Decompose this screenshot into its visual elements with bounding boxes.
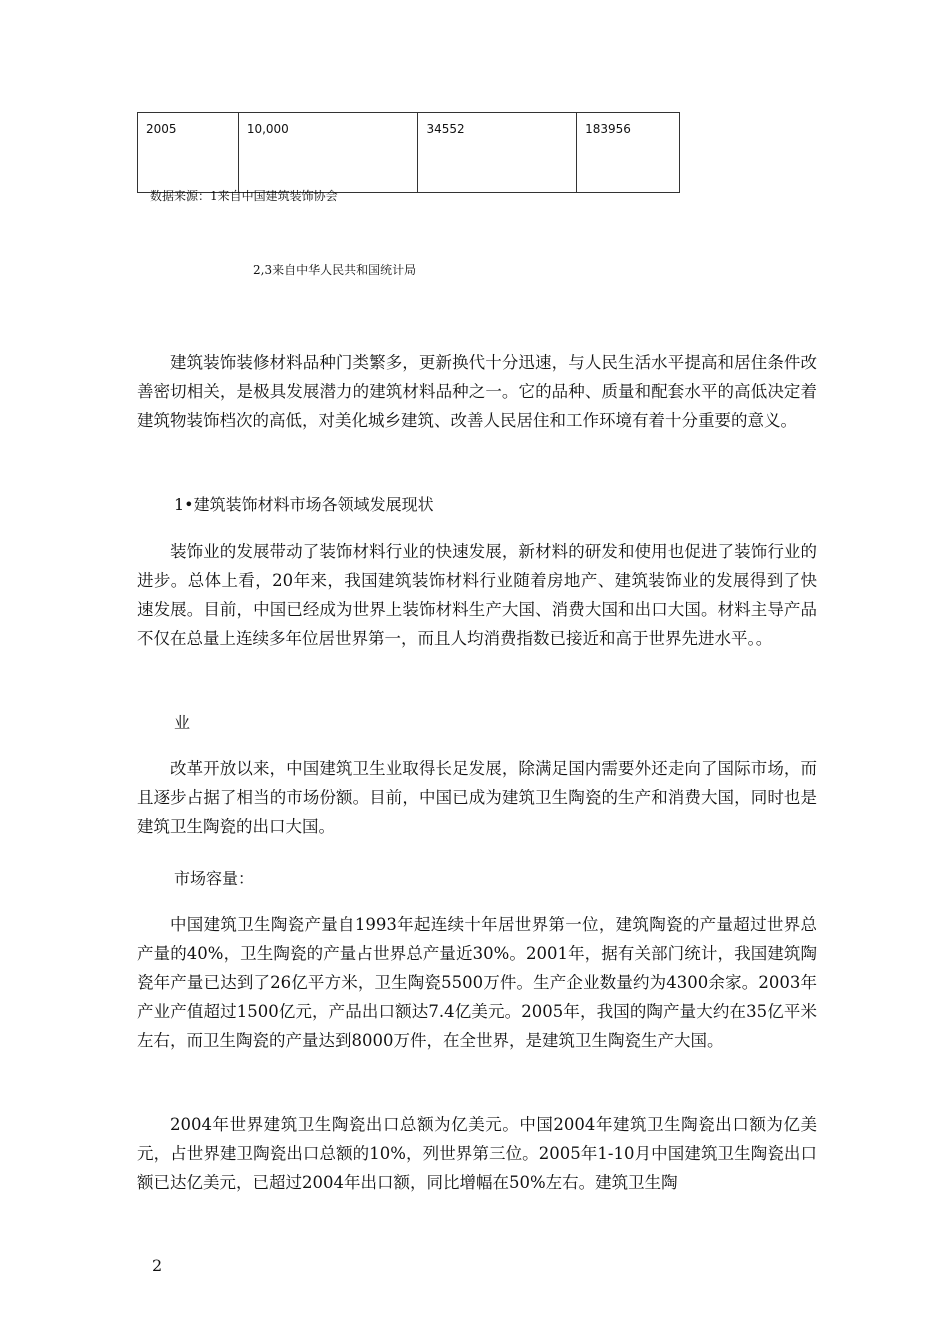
table-cell-year: 2005 bbox=[138, 113, 239, 193]
paragraph-export bbox=[137, 1110, 817, 1197]
section-heading-1: 1•建筑装饰材料市场各领域发展现状 bbox=[174, 495, 434, 514]
data-source-note-2: 2,3来自中华人民共和国统计局 bbox=[253, 263, 417, 277]
paragraph-text: 2004年世界建筑卫生陶瓷出口总额为亿美元。中国2004年建筑卫生陶瓷出口额为亿美元，占世界建卫陶瓷出口总额的10%，列世界第三位。2005年1-10月中国建筑卫生陶瓷出口额已达亿美元，已超过2004年出口额，同比增幅在50%左右。建筑卫生陶 bbox=[137, 1115, 817, 1192]
paragraph-text: 中国建筑卫生陶瓷产量自1993年起连续十年居世界第一位，建筑陶瓷的产量超过世界总产量的40%，卫生陶瓷的产量占世界总产量近30%。2001年，据有关部门统计，我国建筑陶瓷年产量已达到了26亿平方米，卫生陶瓷5500万件。生产企业数量约为4300余家。2003年产业产值超过1500亿元，产品出口额达7.4亿美元。2005年，我国的陶产量大约在35亿平米左右，而卫生陶瓷的产量达到8000万件，在全世界，是建筑卫生陶瓷生产大国。 bbox=[137, 915, 817, 1050]
section-heading-2: 业 bbox=[174, 713, 191, 732]
paragraph-production bbox=[137, 910, 817, 1055]
data-source-note-1: 数据来源：1来自中国建筑装饰协会 bbox=[150, 189, 338, 203]
paragraph-text: 建筑装饰装修材料品种门类繁多，更新换代十分迅速，与人民生活水平提高和居住条件改善密切相关，是极具发展潜力的建筑材料品种之一。它的品种、质量和配套水平的高低决定着建筑物装饰档次的高低，对美化城乡建筑、改善人民居住和工作环境有着十分重要的意义。 bbox=[137, 353, 817, 430]
data-table bbox=[137, 112, 680, 193]
table-cell-value-3: 183956 bbox=[577, 113, 680, 193]
table-row bbox=[138, 113, 680, 193]
paragraph-text: 改革开放以来，中国建筑卫生业取得长足发展，除满足国内需要外还走向了国际市场，而且逐步占据了相当的市场份额。目前，中国已成为建筑卫生陶瓷的生产和消费大国，同时也是建筑卫生陶瓷的出口大国。 bbox=[137, 759, 817, 836]
paragraph-decoration-industry bbox=[137, 537, 817, 653]
paragraph-ceramics-overview bbox=[137, 754, 817, 841]
section-heading-market-capacity: 市场容量： bbox=[174, 869, 255, 888]
page-number: 2 bbox=[152, 1256, 163, 1275]
paragraph-intro bbox=[137, 348, 817, 435]
paragraph-text: 装饰业的发展带动了装饰材料行业的快速发展，新材料的研发和使用也促进了装饰行业的进步。总体上看，20年来，我国建筑装饰材料行业随着房地产、建筑装饰业的发展得到了快速发展。目前，中国已经成为世界上装饰材料生产大国、消费大国和出口大国。材料主导产品不仅在总量上连续多年位居世界第一，而且人均消费指数已接近和高于世界先进水平。。 bbox=[137, 542, 817, 648]
table-cell-value-2: 34552 bbox=[418, 113, 577, 193]
table-cell-value-1: 10,000 bbox=[238, 113, 418, 193]
